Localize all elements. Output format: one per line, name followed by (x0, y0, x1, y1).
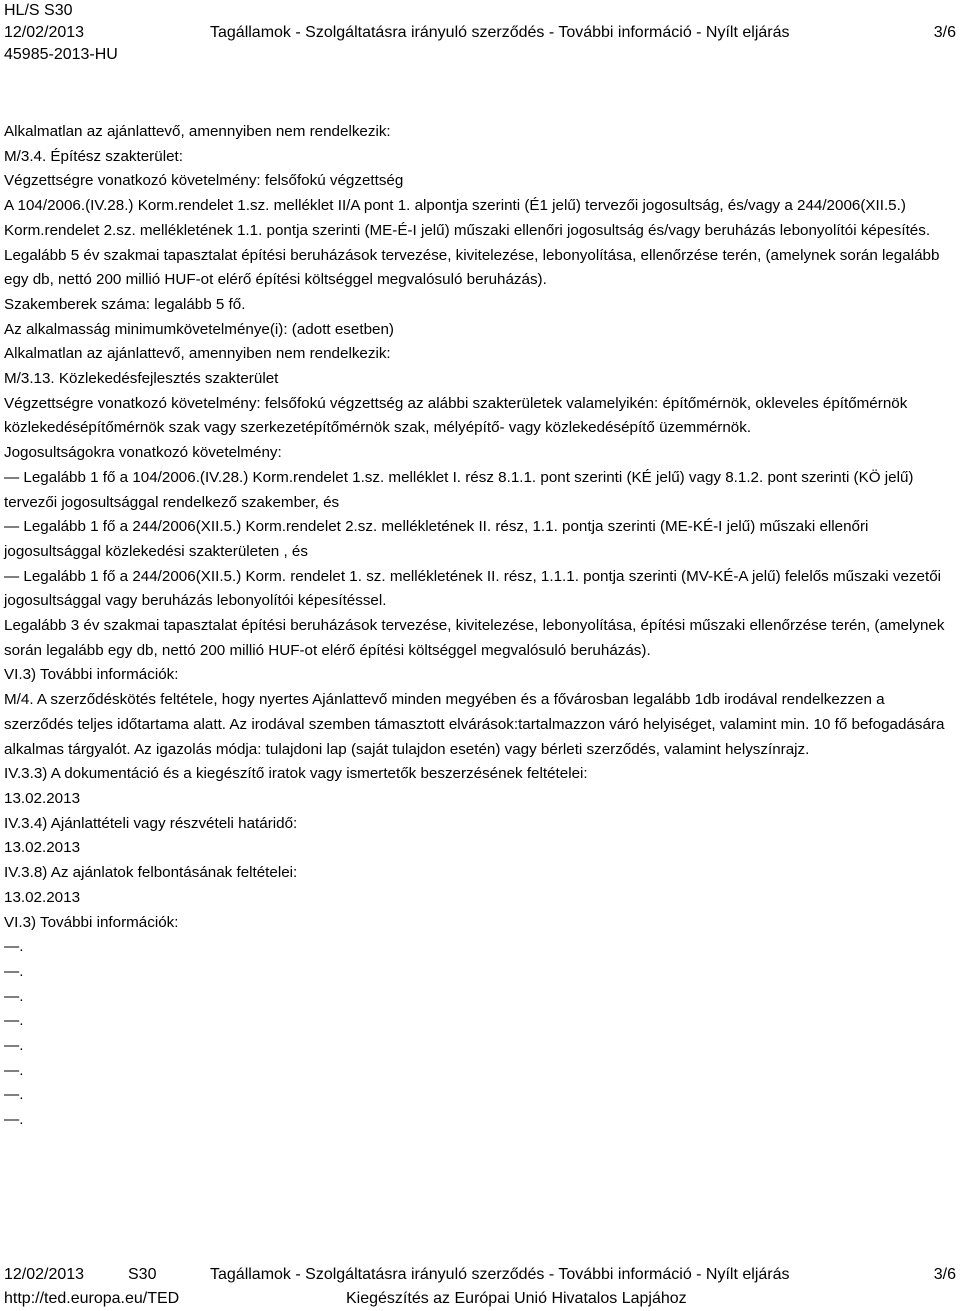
empty-field: —. (4, 1111, 24, 1129)
empty-field: —. (4, 938, 24, 956)
date-value: 13.02.2013 (4, 789, 81, 807)
footer-supplement: Kiegészítés az Európai Unió Hivatalos Lapjához (346, 1290, 687, 1307)
section-heading: VI.3) További információk: (4, 913, 179, 931)
body-paragraph: — Legalább 1 fő a 104/2006.(IV.28.) Korm.rendelet 1.sz. melléklet I. rész 8.1.1. pont szerinti (KÉ jelű) vagy 8.1.2. pont szerinti (KÖ jelű) tervezői jogosultsággal rendelkező szakember, és (4, 468, 914, 511)
section-heading: IV.3.4) Ajánlattételi vagy részvételi határidő: (4, 814, 298, 832)
empty-field: —. (4, 1086, 24, 1104)
body-paragraph: — Legalább 1 fő a 244/2006(XII.5.) Korm. rendelet 1. sz. mellékletének II. rész, 1.1.1. pontja szerinti (MV-KÉ-A jelű) felelős műszaki vezetői jogosultsággal vagy beruházás lebonyolítói képesítéssel. (4, 567, 942, 610)
body-paragraph: Szakemberek száma: legalább 5 fő. (4, 295, 246, 313)
footer-page-number: 3/6 (933, 1266, 956, 1283)
journal-code: HL/S S30 (4, 2, 73, 19)
body-paragraph: — Legalább 1 fő a 244/2006(XII.5.) Korm.rendelet 2.sz. mellékletének II. rész, 1.1. pontja szerinti (ME-KÉ-I jelű) műszaki ellenőri jogosultsággal közlekedési szakterületen , és (4, 518, 869, 560)
body-paragraph: A 104/2006.(IV.28.) Korm.rendelet 1.sz. melléklet II/A pont 1. alpontja szerinti (É1 jelű) tervezői jogosultság, és/vagy a 244/2006(XII.5.) Korm.rendelet 2.sz. mellékletének 1.1. pontja szerinti (ME-É-I jelű) műszaki ellenőri jogosultság és/vagy beruházás lebonyolítói képesítés. (4, 197, 931, 239)
empty-field: —. (4, 1061, 24, 1079)
empty-field: —. (4, 1037, 24, 1055)
footer-date: 12/02/2013 (4, 1266, 85, 1283)
body-paragraph: M/3.4. Építész szakterület: (4, 147, 183, 165)
body-paragraph: M/4. A szerződéskötés feltétele, hogy nyertes Ajánlattevő minden megyében és a fővárosban legalább 1db irodával rendelkezzen a szerződés teljes időtartama alatt. Az irodával szemben támasztott elvárások:tartalmazzon váró helyiséget, valamint min. 10 fő befogadására alkalmas tárgyalót. Az igazolás módja: tulajdoni lap (saját tulajdon esetén) vagy bérleti szerződés, valamint helyszínrajz. (4, 691, 945, 758)
empty-field: —. (4, 987, 24, 1005)
document-id: 45985-2013-HU (4, 46, 118, 63)
date-value: 13.02.2013 (4, 888, 81, 906)
body-paragraph: M/3.13. Közlekedésfejlesztés szakterület (4, 370, 279, 388)
footer-section: S30 (128, 1266, 157, 1283)
header-date: 12/02/2013 (4, 24, 85, 41)
empty-field: —. (4, 1012, 24, 1030)
body-paragraph: Alkalmatlan az ajánlattevő, amennyiben nem rendelkezik: (4, 123, 391, 140)
body-paragraph: Az alkalmasság minimumkövetelménye(i): (adott esetben) (4, 320, 394, 338)
section-heading: VI.3) További információk: (4, 666, 179, 684)
section-heading: IV.3.8) Az ajánlatok felbontásának feltételei: (4, 864, 298, 882)
footer-row (4, 1264, 956, 1286)
page-footer (4, 1264, 956, 1310)
header-page-number: 3/6 (933, 24, 956, 41)
page-header (4, 0, 956, 68)
empty-field: —. (4, 962, 24, 980)
body-paragraph: Legalább 3 év szakmai tapasztalat építési beruházások tervezése, kivitelezése, lebonyolítása, építési műszaki ellenőrzése terén, (amelynek során legalább egy db, nettó 200 millió HUF-ot elérő építési költséggel megvalósuló beruházás). (4, 617, 945, 659)
section-heading: IV.3.3) A dokumentáció és a kiegészítő iratok vagy ismertetők beszerzésének feltételei: (4, 765, 588, 783)
footer-title: Tagállamok - Szolgáltatásra irányuló szerződés - További információ - Nyílt eljárás (210, 1266, 790, 1283)
body-paragraph: Végzettségre vonatkozó követelmény: felsőfokú végzettség az alábbi szakterületek valamelyikén: építőmérnök, okleveles építőmérnök közlekedésépítőmérnök szak vagy szerkezetépítőmérnök szak, mélyépítő- vagy közlekedésépítő üzemmérnök. (4, 394, 908, 437)
body-paragraph: Végzettségre vonatkozó követelmény: felsőfokú végzettség (4, 172, 404, 190)
body-paragraph: Jogosultságokra vonatkozó követelmény: (4, 444, 282, 462)
body-paragraph: Legalább 5 év szakmai tapasztalat építési beruházások tervezése, kivitelezése, lebonyolítása, ellenőrzése terén, (amelynek során legalább egy db, nettó 200 millió HUF-ot elérő építési költséggel megvalósuló beruházás). (4, 246, 940, 289)
body-paragraph: Alkalmatlan az ajánlattevő, amennyiben nem rendelkezik: (4, 345, 391, 363)
header-title: Tagállamok - Szolgáltatásra irányuló szerződés - További információ - Nyílt eljárás (210, 24, 790, 41)
footer-row (4, 1288, 956, 1310)
document-body (4, 120, 952, 1133)
footer-url-link[interactable]: http://ted.europa.eu/TED (4, 1290, 180, 1307)
date-value: 13.02.2013 (4, 839, 81, 857)
